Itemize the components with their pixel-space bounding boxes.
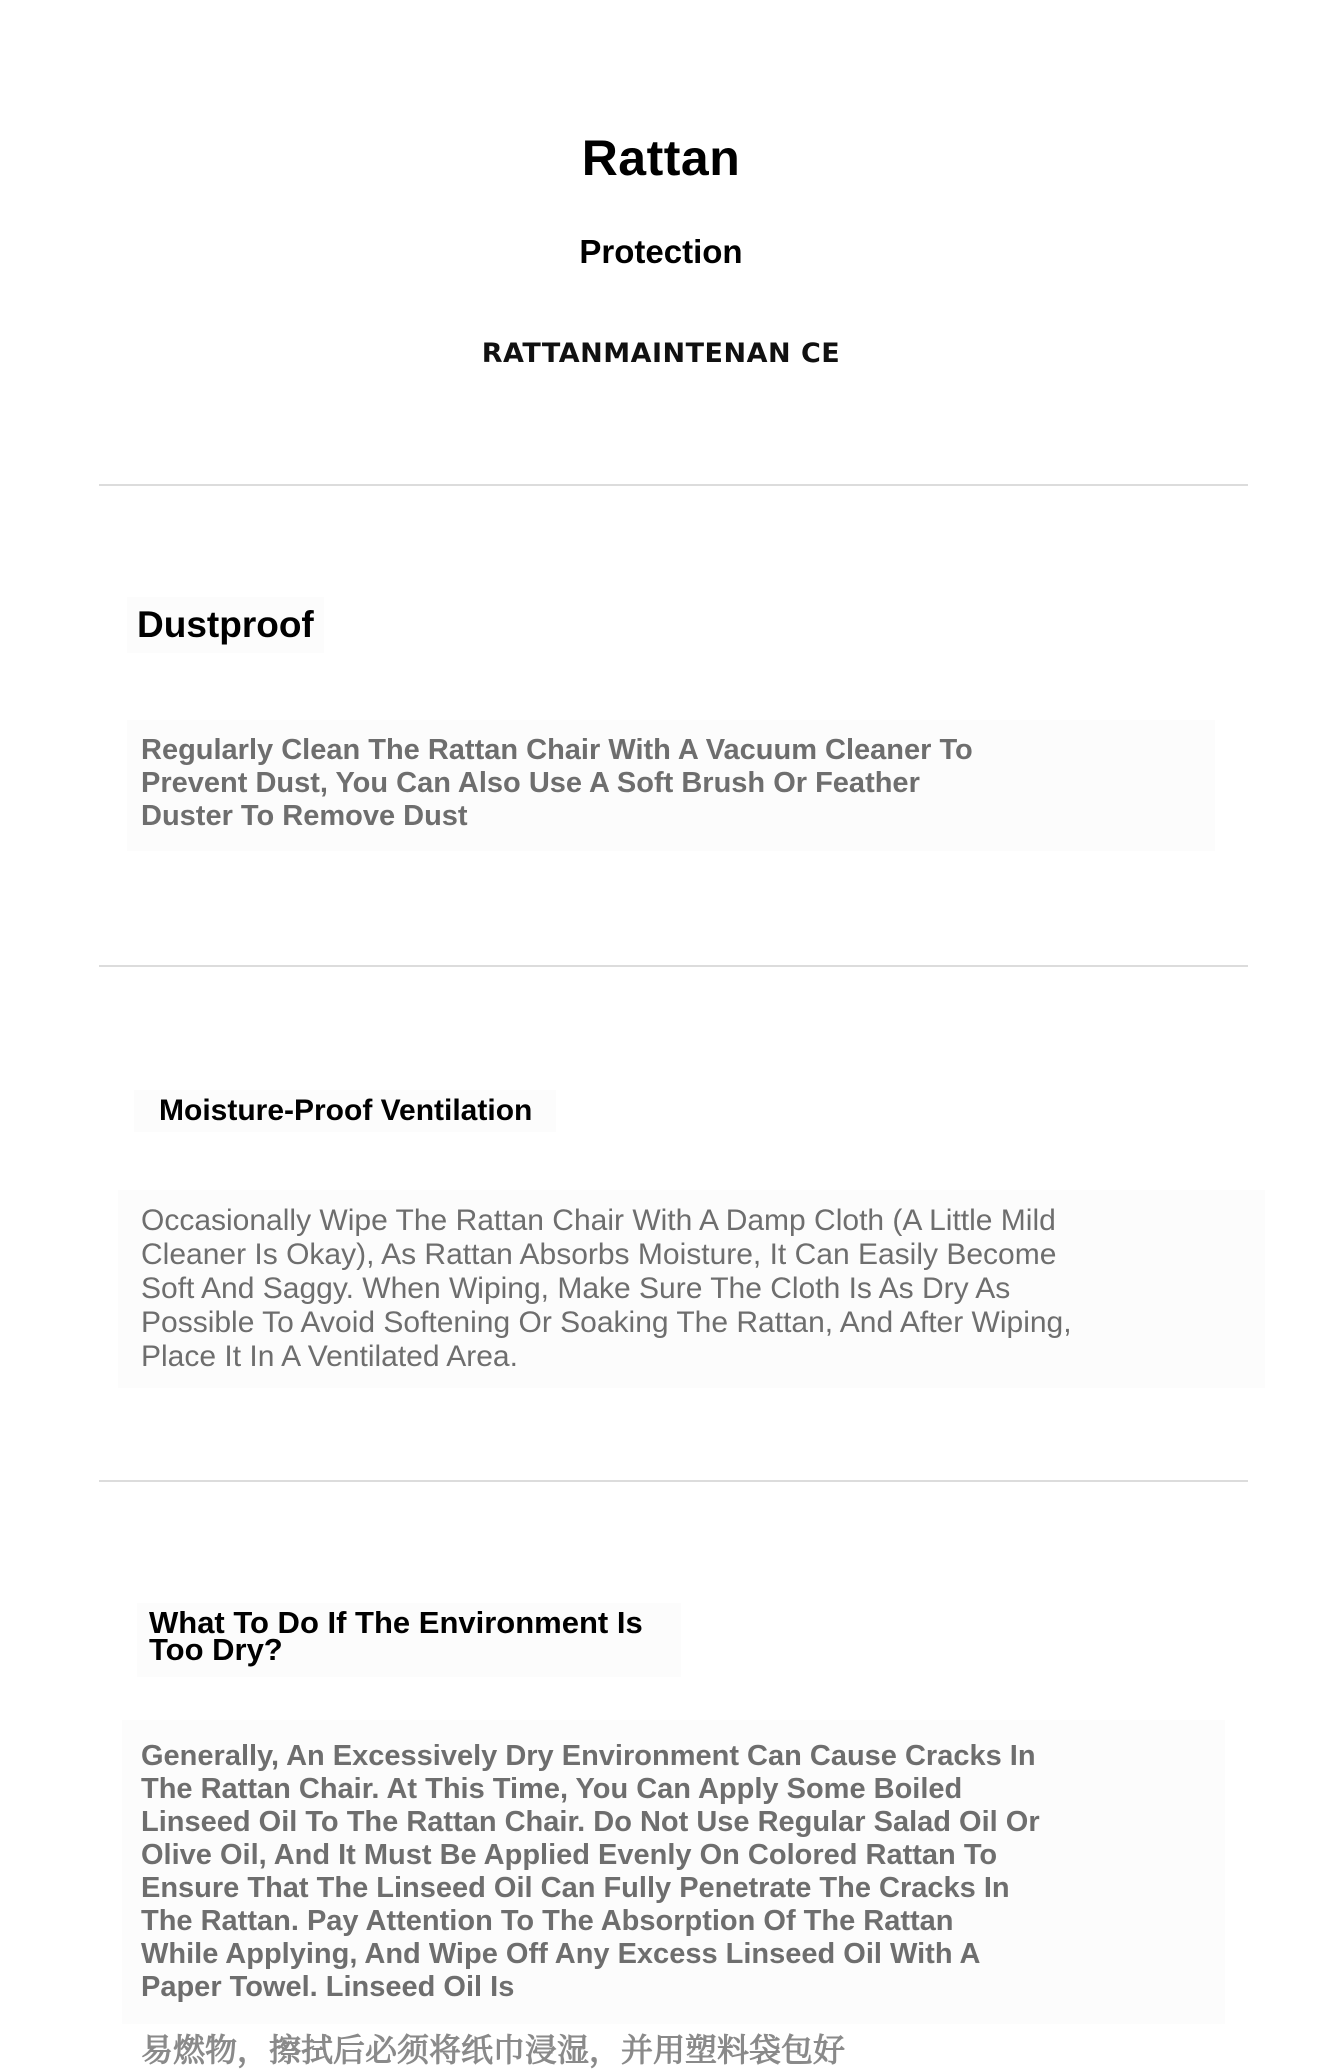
divider [99,965,1248,967]
section-body-cutoff-line: 易燃物，擦拭后必须将纸巾浸湿，并用塑料袋包好 [141,2032,846,2068]
divider [99,484,1248,486]
brand-label: RATTANMAINTENAN CE [481,338,841,369]
page-subtitle: Protection [579,233,743,270]
section-heading-dustproof: Dustproof [127,597,324,653]
section-body-moisture: Occasionally Wipe The Rattan Chair With A Damp Cloth (A Little Mild Cleaner Is Okay), As Rattan Absorbs Moisture, It Can Easily Become Soft And Saggy. When Wiping, Make Sure The Cloth Is As Dry As Possible To Avoid Softening Or Soaking The Rattan, And After Wiping, Place It In A Ventilated Area. [118,1190,1265,1388]
section-body-too-dry: Generally, An Excessively Dry Environment Can Cause Cracks In The Rattan Chair. At This Time, You Can Apply Some Boiled Linseed Oil To The Rattan Chair. Do Not Use Regular Salad Oil Or Olive Oil, And It Must Be Applied Evenly On Colored Rattan To Ensure That The Linseed Oil Can Fully Penetrate The Cracks In The Rattan. Pay Attention To The Absorption Of The Rattan While Applying, And Wipe Off Any Excess Linseed Oil With A Paper Towel. Linseed Oil Is [122,1720,1225,2024]
page-title: Rattan [581,130,741,186]
divider [99,1480,1248,1482]
section-body-dustproof: Regularly Clean The Rattan Chair With A Vacuum Cleaner To Prevent Dust, You Can Also Use A Soft Brush Or Feather Duster To Remove Dust [127,720,1215,851]
section-heading-too-dry: What To Do If The Environment Is Too Dry? [137,1603,681,1677]
section-heading-moisture: Moisture-Proof Ventilation [134,1090,556,1132]
